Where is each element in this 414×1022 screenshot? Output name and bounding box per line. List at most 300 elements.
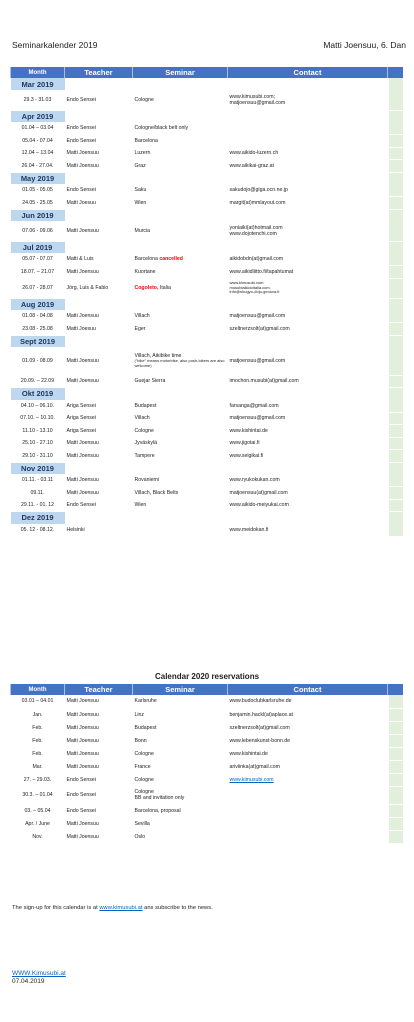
cell-seminar	[133, 135, 228, 148]
cell-teacher: Helsinki	[65, 524, 133, 537]
col-header-seminar: Seminar	[133, 67, 228, 78]
contact-text[interactable]: www.kimusubi.com	[229, 776, 274, 783]
cell-teacher: Matti Joensuu	[65, 734, 133, 747]
cell-extra	[388, 734, 403, 747]
cell-contact	[228, 773, 388, 786]
cell-extra	[388, 172, 403, 184]
cell-contact	[228, 253, 388, 266]
contact-text: szeltnerzsolt(at)gmail.com	[229, 325, 290, 332]
cell-seminar	[133, 147, 228, 160]
month-row	[11, 298, 403, 310]
cell-seminar	[133, 310, 228, 323]
seminar-name: Barcelona, proposal	[134, 807, 181, 814]
page-header	[12, 40, 406, 54]
cell-extra	[388, 804, 403, 817]
cell-date: 26.07 - 28.07	[11, 278, 65, 298]
month-label: May 2019	[11, 172, 65, 184]
table-header-row	[11, 684, 403, 695]
month-label: Okt 2019	[11, 388, 65, 400]
seminar-name: Villach	[134, 415, 150, 422]
cell-date: Mar.	[11, 760, 65, 773]
seminar-name: Tampere	[134, 452, 155, 459]
table-row	[11, 197, 403, 210]
cell-teacher: Matti Joensuu	[65, 721, 133, 734]
signup-text-after: ans subscribe to the news.	[142, 905, 213, 911]
table-row	[11, 184, 403, 197]
month-fill	[65, 512, 133, 524]
contact-text: matjoensuu@gmail.com	[229, 415, 286, 422]
cell-contact	[228, 437, 388, 450]
seminar-name: Barcelona	[134, 137, 158, 144]
cell-seminar	[133, 786, 228, 804]
cell-extra	[388, 323, 403, 336]
month-label: Jun 2019	[11, 209, 65, 221]
table-row	[11, 760, 403, 773]
cell-seminar	[133, 347, 228, 375]
contact-text: www.aikidliitto.fi/tapahtumat	[229, 268, 294, 275]
cell-contact	[228, 708, 388, 721]
calendar-2020-table	[10, 684, 403, 844]
cell-teacher: Endo Sensei	[65, 804, 133, 817]
cell-date: Apr. / June	[11, 817, 65, 830]
table-header-row	[11, 67, 403, 78]
seminar-name: Saku	[134, 187, 147, 193]
month-label: Mar 2019	[11, 78, 65, 90]
cell-extra	[388, 524, 403, 537]
cell-teacher: Matti Joensuu	[65, 817, 133, 830]
table-row	[11, 747, 403, 760]
cell-date: 01.05 - 05.05	[11, 184, 65, 197]
table-row	[11, 437, 403, 450]
month-row	[11, 209, 403, 221]
month-fill	[65, 298, 133, 310]
month-fill	[133, 388, 228, 400]
contact-text: www.budoclubkarlsruhe.de	[229, 698, 292, 705]
seminar-name: Kuortane	[134, 268, 156, 275]
month-fill	[228, 241, 388, 253]
cell-seminar	[133, 830, 228, 843]
cell-contact	[228, 487, 388, 500]
footer-link[interactable]: WWW.Kimusubi.at	[12, 970, 66, 977]
cell-date: 07.06 - 09.06	[11, 221, 65, 241]
cell-seminar	[133, 760, 228, 773]
month-row	[11, 335, 403, 347]
cell-date: 01.04 – 03.04	[11, 122, 65, 135]
cell-seminar	[133, 323, 228, 336]
month-fill	[65, 335, 133, 347]
month-row	[11, 172, 403, 184]
cell-teacher: Endo Sensei	[65, 184, 133, 197]
month-fill	[228, 209, 388, 221]
table-row	[11, 253, 403, 266]
seminar-note: ("bike" means motorbike, also push-bikers are also welcome)	[134, 358, 225, 368]
contact-text: matjoensuu@gmail.com	[229, 313, 286, 319]
signup-link[interactable]: www.kimusubi.at	[99, 905, 143, 911]
contact-text: www.lebenskunst-bonn.de	[229, 737, 291, 744]
cell-date: 29.3 - 31.03	[11, 90, 65, 110]
cell-extra	[388, 425, 403, 438]
calendar-title: Seminarkalender 2019	[12, 40, 98, 50]
cell-contact	[228, 747, 388, 760]
cell-extra	[388, 462, 403, 474]
cell-contact	[228, 310, 388, 323]
col-header-teacher: Teacher	[65, 67, 133, 78]
cell-text: yoniaiki(at)hotmail.com www.dojotenchi.com	[229, 224, 283, 237]
cell-teacher: Matti Joensuu	[65, 160, 133, 173]
table-row	[11, 347, 403, 375]
contact-text: matjoensuu@gmail.com	[229, 357, 286, 364]
cell-seminar	[133, 817, 228, 830]
cell-contact	[228, 760, 388, 773]
seminar-name: Budapest	[134, 724, 157, 731]
cell-teacher: Matti Joensuu	[65, 375, 133, 388]
cell-teacher: Matti Joensuu	[65, 310, 133, 323]
cell-extra	[388, 209, 403, 221]
cell-teacher: Matti Joensuu	[65, 830, 133, 843]
cell-contact	[228, 122, 388, 135]
table-row	[11, 323, 403, 336]
cell-date: Nov.	[11, 830, 65, 843]
cell-extra	[388, 298, 403, 310]
cell-date: 05.07 - 07.07	[11, 253, 65, 266]
table-row	[11, 278, 403, 298]
month-fill	[133, 512, 228, 524]
cell-extra	[388, 184, 403, 197]
cell-contact	[228, 197, 388, 210]
cell-teacher: Matti Joensuu	[65, 266, 133, 279]
table-row	[11, 412, 403, 425]
cell-extra	[388, 512, 403, 524]
seminar-name: Budapest	[134, 402, 157, 409]
month-fill	[65, 172, 133, 184]
month-fill	[228, 335, 388, 347]
col-header-contact: Contact	[228, 67, 388, 78]
table-row	[11, 734, 403, 747]
cell-contact	[228, 721, 388, 734]
cell-contact	[228, 90, 388, 110]
cell-extra	[388, 221, 403, 241]
cell-teacher: Matti Joensuu	[65, 437, 133, 450]
table-row	[11, 786, 403, 804]
cell-text: www.kimusubi.com; matjoensuu@gmail.com	[229, 93, 286, 106]
cell-extra	[388, 830, 403, 843]
footer-date: 07.04.2019	[12, 978, 45, 985]
cell-teacher: Endo Sensei	[65, 786, 133, 804]
table-row	[11, 524, 403, 537]
col-header-extra	[388, 67, 403, 78]
cell-date: Feb.	[11, 734, 65, 747]
cell-seminar	[133, 400, 228, 413]
cell-contact	[228, 786, 388, 804]
cell-date: 04.10 – 06.10.	[11, 400, 65, 413]
seminar-name: Sevilla	[134, 820, 150, 827]
month-row	[11, 388, 403, 400]
cell-contact	[228, 147, 388, 160]
month-fill	[228, 462, 388, 474]
cell-seminar	[133, 487, 228, 500]
contact-text: matjoensuu(at)gmail.com	[229, 489, 288, 496]
seminar-name: Graz	[134, 162, 146, 169]
cell-teacher: Matti Joensuu	[65, 147, 133, 160]
cell-teacher: Matti Joensuu	[65, 708, 133, 721]
cell-extra	[388, 817, 403, 830]
cell-teacher: Endo Sensei	[65, 773, 133, 786]
cell-date: 05. 12 - 08.12.	[11, 524, 65, 537]
cell-seminar	[133, 450, 228, 463]
cell-extra	[388, 412, 403, 425]
cell-extra	[388, 400, 403, 413]
month-fill	[133, 462, 228, 474]
cell-date: 01.09 - 08.09	[11, 347, 65, 375]
seminar-name: Guejar Sierra	[134, 378, 166, 385]
month-fill	[133, 209, 228, 221]
cell-contact	[228, 804, 388, 817]
cell-contact	[228, 830, 388, 843]
contact-text: www.aikido-meiyukai.com	[229, 502, 289, 509]
cell-text: Cologne BB and invitation only	[134, 788, 185, 801]
cell-contact	[228, 734, 388, 747]
table-row	[11, 147, 403, 160]
cell-extra	[388, 160, 403, 173]
cell-date: 03.01 – 04.01	[11, 695, 65, 708]
table-row	[11, 487, 403, 500]
month-fill	[228, 388, 388, 400]
contact-text: margit(at)mmlayout.com	[229, 199, 286, 206]
cell-seminar	[133, 278, 228, 298]
month-fill	[228, 110, 388, 122]
month-row	[11, 78, 403, 90]
cell-contact	[228, 266, 388, 279]
table-row	[11, 400, 403, 413]
cell-extra	[388, 253, 403, 266]
cell-seminar	[133, 773, 228, 786]
cell-teacher: Matti Joesuu	[65, 197, 133, 210]
col-header-contact: Contact	[228, 684, 388, 695]
cell-teacher: Endo Sensei	[65, 122, 133, 135]
month-fill	[65, 209, 133, 221]
cell-contact	[228, 184, 388, 197]
seminar-name: Villach, Aikibike time	[134, 353, 182, 360]
seminar-name: Jyväskylä	[134, 440, 157, 447]
cell-text: www.kimusubi.com musubiaikidoitalia.com, info@shugyo-dojo-genova.it	[229, 280, 280, 295]
table-row	[11, 830, 403, 843]
month-row	[11, 462, 403, 474]
contact-text: www.kishintai.de	[229, 427, 268, 434]
contact-text: www.jigotai.fi	[229, 440, 260, 447]
cell-extra	[388, 388, 403, 400]
cell-seminar	[133, 708, 228, 721]
month-fill	[133, 335, 228, 347]
cell-extra	[388, 110, 403, 122]
cell-extra	[388, 487, 403, 500]
seminar-name: Wien	[134, 502, 147, 509]
cell-date: 23.08 - 25.08	[11, 323, 65, 336]
cell-teacher: Matti Joensuu	[65, 450, 133, 463]
seminar-name: Luzern	[134, 150, 151, 157]
cell-extra	[388, 147, 403, 160]
cell-contact	[228, 323, 388, 336]
month-row	[11, 512, 403, 524]
contact-text: aikidobdn(at)gmail.com	[229, 256, 284, 262]
seminar-highlight: Cogoleto,	[134, 285, 159, 291]
cell-seminar	[133, 695, 228, 708]
table-row	[11, 221, 403, 241]
col-header-extra	[388, 684, 403, 695]
table-row	[11, 695, 403, 708]
col-header-month: Month	[11, 684, 65, 695]
cell-extra	[388, 347, 403, 375]
month-label: Apr 2019	[11, 110, 65, 122]
page-footer	[12, 970, 66, 986]
cell-teacher: Ariga Sensei	[65, 425, 133, 438]
seminar-name: Linz	[134, 711, 145, 718]
seminar-name: Cologne/black belt only	[134, 125, 189, 131]
table-row	[11, 474, 403, 487]
cell-contact	[228, 499, 388, 512]
cell-extra	[388, 310, 403, 323]
table-row	[11, 817, 403, 830]
cell-date: Feb.	[11, 747, 65, 760]
cell-date: 27. – 29.03.	[11, 773, 65, 786]
month-fill	[133, 172, 228, 184]
contact-text: www.meidokan.fi	[229, 526, 269, 533]
table-row	[11, 425, 403, 438]
table-row	[11, 450, 403, 463]
cell-extra	[388, 90, 403, 110]
cell-extra	[388, 335, 403, 347]
cell-extra	[388, 450, 403, 463]
cell-teacher: Matti Joensuu	[65, 760, 133, 773]
contact-text: www.aikido-luzern.ch	[229, 150, 279, 157]
cell-teacher: Endo Sensei	[65, 90, 133, 110]
cell-seminar	[133, 747, 228, 760]
seminar-name: Villach, Black Belts	[134, 489, 179, 496]
month-fill	[133, 298, 228, 310]
cell-contact	[228, 412, 388, 425]
cell-seminar	[133, 412, 228, 425]
cell-seminar	[133, 160, 228, 173]
month-fill	[228, 512, 388, 524]
cell-teacher: Matti Joesuu	[65, 323, 133, 336]
month-label: Dez 2019	[11, 512, 65, 524]
table-row	[11, 266, 403, 279]
month-label: Aug 2019	[11, 298, 65, 310]
table-row	[11, 160, 403, 173]
cell-seminar	[133, 734, 228, 747]
month-fill	[65, 78, 133, 90]
contact-text: benjamin.hackl(at)aplace.at	[229, 711, 293, 718]
cell-extra	[388, 437, 403, 450]
table-row	[11, 708, 403, 721]
month-fill	[133, 110, 228, 122]
signup-note	[12, 905, 213, 911]
cell-contact	[228, 817, 388, 830]
seminar-name: Oslo	[134, 833, 146, 840]
cell-seminar	[133, 253, 228, 266]
month-label: Nov 2019	[11, 462, 65, 474]
cell-date: 29.10 - 31.10	[11, 450, 65, 463]
cell-teacher: Matti Joensuu	[65, 474, 133, 487]
cell-extra	[388, 278, 403, 298]
cell-seminar	[133, 524, 228, 537]
cell-date: 12.04 – 13.04	[11, 147, 65, 160]
cell-date: 09.11.	[11, 487, 65, 500]
month-fill	[228, 298, 388, 310]
cell-extra	[388, 122, 403, 135]
cell-seminar	[133, 90, 228, 110]
cell-date: 26.04 - 27.04.	[11, 160, 65, 173]
cell-seminar	[133, 499, 228, 512]
cell-date: 07.10. – 10.10.	[11, 412, 65, 425]
cell-seminar	[133, 425, 228, 438]
month-label: Jul 2019	[11, 241, 65, 253]
cell-date: Feb.	[11, 721, 65, 734]
cell-extra	[388, 78, 403, 90]
contact-text: farsanga@gmail.com	[229, 402, 279, 409]
table-row	[11, 721, 403, 734]
cell-teacher: Jörg, Luis & Fabio	[65, 278, 133, 298]
cell-extra	[388, 708, 403, 721]
contact-text: sakudojo@giga.ocn.ne.jp	[229, 187, 288, 193]
seminar-name: Villach	[134, 313, 150, 319]
month-fill	[65, 388, 133, 400]
col-header-seminar: Seminar	[133, 684, 228, 695]
cell-date: 25.10 - 27.10	[11, 437, 65, 450]
contact-text: imochon.musubi(at)gmail.com	[229, 378, 299, 385]
table-row	[11, 135, 403, 148]
reservations-title: Calendar 2020 reservations	[154, 672, 260, 681]
cell-extra	[388, 721, 403, 734]
seminar-name: Rovaniemi	[134, 477, 160, 483]
cell-extra	[388, 760, 403, 773]
cell-extra	[388, 197, 403, 210]
cell-extra	[388, 786, 403, 804]
cell-seminar	[133, 266, 228, 279]
cell-contact	[228, 400, 388, 413]
col-header-month: Month	[11, 67, 65, 78]
seminar-name: Italia	[159, 285, 171, 291]
table-row	[11, 122, 403, 135]
cell-date: 24.05 - 25.05	[11, 197, 65, 210]
status-badge: cancelled	[159, 256, 183, 262]
calendar-2019-table	[10, 67, 403, 537]
contact-text: ariviinka(at)gmail.com	[229, 763, 280, 770]
contact-text: www.aikikai-graz.at	[229, 162, 274, 169]
cell-extra	[388, 773, 403, 786]
cell-contact	[228, 347, 388, 375]
seminar-name: France	[134, 763, 151, 770]
cell-date: 29.11. - 01. 12	[11, 499, 65, 512]
cell-seminar	[133, 221, 228, 241]
seminar-name: Cologne	[134, 750, 154, 757]
table-row	[11, 310, 403, 323]
seminar-name: Eger	[134, 325, 146, 332]
table-row	[11, 499, 403, 512]
cell-seminar	[133, 804, 228, 817]
month-fill	[65, 462, 133, 474]
cell-extra	[388, 375, 403, 388]
cell-extra	[388, 241, 403, 253]
seminar-name: Cologne	[134, 776, 154, 783]
cell-extra	[388, 747, 403, 760]
cell-date: 05.04 - 07.04	[11, 135, 65, 148]
month-row	[11, 241, 403, 253]
table-row	[11, 804, 403, 817]
month-fill	[65, 241, 133, 253]
contact-text: www.kishintai.de	[229, 750, 268, 757]
cell-date: 11.10 - 13.10	[11, 425, 65, 438]
cell-contact	[228, 695, 388, 708]
